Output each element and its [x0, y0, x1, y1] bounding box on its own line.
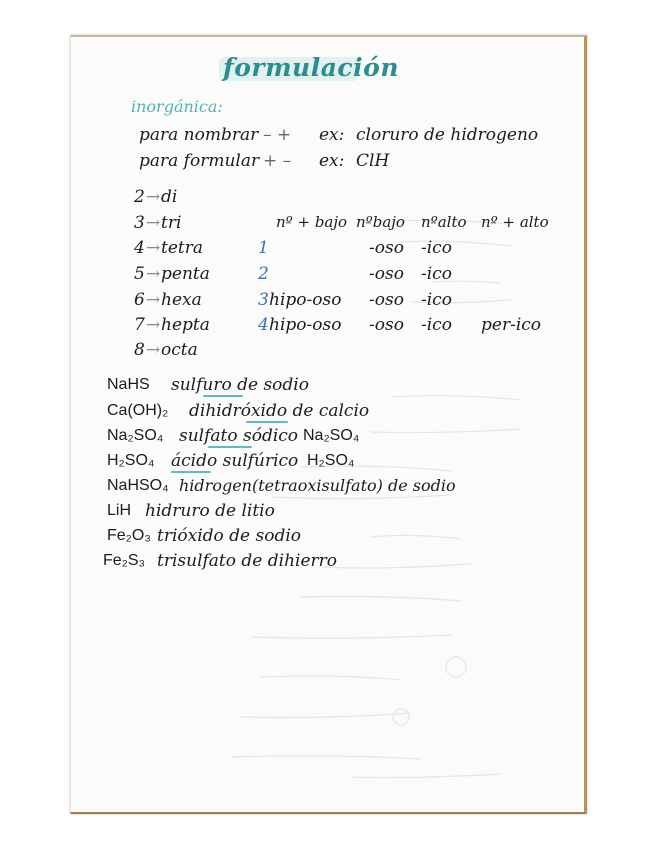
table-cell: -ico	[421, 315, 452, 335]
table-row-number: 1	[258, 238, 269, 258]
compound-formula: NaHS	[107, 376, 150, 393]
table-cell: per-ico	[481, 315, 542, 335]
rule-nombrar-label: para nombrar	[139, 125, 259, 145]
rule-formular-ex: ex:	[319, 151, 345, 171]
arrow-icon: →	[146, 315, 161, 335]
underline-mark	[203, 395, 243, 397]
rule-nombrar-ex: ex:	[319, 125, 345, 145]
table-cell: -oso	[369, 238, 404, 258]
prefix-number: 8	[134, 340, 145, 360]
prefix-number: 6	[134, 290, 145, 310]
prefix-name: tetra	[161, 238, 203, 258]
compound-formula: H₂SO₄	[107, 452, 155, 469]
notebook-page	[70, 35, 587, 814]
table-header: nº + bajo	[276, 213, 348, 231]
compound-name: trisulfato de dihierro	[157, 551, 338, 571]
rule-nombrar-example: cloruro de hidrogeno	[356, 125, 539, 145]
prefix-name: di	[161, 187, 178, 207]
table-row-number: 2	[258, 264, 269, 284]
table-cell: -ico	[421, 238, 452, 258]
compound-formula: Ca(OH)₂	[107, 402, 169, 419]
compound-formula-extra: H₂SO₄	[307, 452, 355, 469]
compound-name: dihidróxido de calcio	[189, 401, 370, 421]
table-header: nºalto	[421, 213, 467, 231]
section-subtitle: inorgánica:	[131, 97, 223, 116]
compound-formula: NaHSO₄	[107, 477, 169, 494]
prefix-number: 5	[134, 264, 145, 284]
arrow-icon: →	[146, 213, 161, 233]
arrow-icon: →	[146, 187, 161, 207]
underline-mark	[171, 471, 211, 473]
arrow-icon: →	[146, 290, 161, 310]
prefix-number: 2	[134, 187, 145, 207]
compound-name: sulfuro de sodio	[171, 375, 309, 395]
arrow-icon: →	[146, 340, 161, 360]
prefix-name: hexa	[161, 290, 202, 310]
table-cell: -ico	[421, 264, 452, 284]
compound-name: sulfato sódico	[179, 426, 299, 446]
table-row-number: 4	[258, 315, 269, 335]
compound-formula: LiH	[107, 502, 132, 519]
rule-formular-label: para formular	[139, 151, 260, 171]
compound-name: trióxido de sodio	[157, 526, 302, 546]
table-cell: -oso	[369, 290, 404, 310]
prefix-number: 4	[134, 238, 145, 258]
table-header: nº + alto	[481, 213, 549, 231]
underline-mark	[246, 421, 288, 423]
table-cell: -oso	[369, 264, 404, 284]
table-row-number: 3	[258, 290, 269, 310]
compound-name: hidruro de litio	[145, 501, 275, 521]
table-cell: hipo-oso	[269, 290, 342, 310]
table-header: nºbajo	[356, 213, 405, 231]
arrow-icon: →	[146, 238, 161, 258]
prefix-name: penta	[161, 264, 210, 284]
rule-formular-example: ClH	[356, 151, 390, 171]
rule-formular-signs: + –	[263, 151, 292, 171]
table-cell: -oso	[369, 315, 404, 335]
compound-name: hidrogen(tetraoxisulfato) de sodio	[179, 476, 456, 495]
compound-name: ácido sulfúrico	[171, 451, 299, 471]
prefix-name: hepta	[161, 315, 210, 335]
prefix-number: 7	[134, 315, 145, 335]
compound-formula-extra: Na₂SO₄	[303, 427, 360, 444]
prefix-number: 3	[134, 213, 145, 233]
prefix-name: tri	[161, 213, 182, 233]
page-title: formulación	[223, 53, 399, 82]
prefix-name: octa	[161, 340, 198, 360]
compound-formula: Fe₂O₃	[107, 527, 151, 544]
compound-formula: Na₂SO₄	[107, 427, 164, 444]
compound-formula: Fe₂S₃	[103, 552, 146, 569]
rule-nombrar-signs: – +	[263, 125, 292, 145]
underline-mark	[208, 446, 252, 448]
table-cell: hipo-oso	[269, 315, 342, 335]
arrow-icon: →	[146, 264, 161, 284]
table-cell: -ico	[421, 290, 452, 310]
